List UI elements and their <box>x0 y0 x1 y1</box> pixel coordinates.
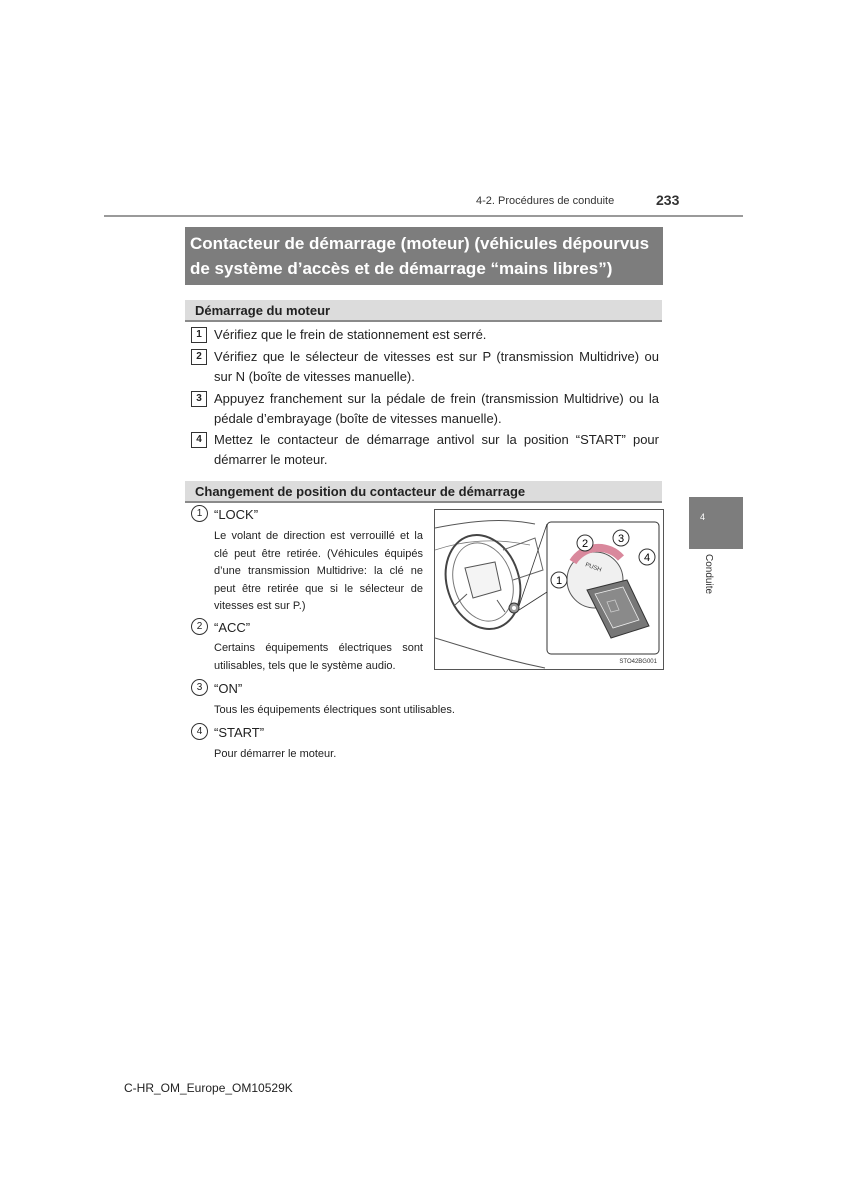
step-text-2: Vérifiez que le sélecteur de vitesses est sur P (transmission Multidrive) ou sur N (boîte de vitesses manuelle). <box>214 349 659 384</box>
subheading-bar-start-engine <box>185 300 662 322</box>
step-number-2: 2 <box>191 349 207 365</box>
position-label-start: “START” <box>214 725 265 740</box>
step-number-4: 4 <box>191 432 207 448</box>
subheading-bar-switch-positions <box>185 481 662 503</box>
step-text-4: Mettez le contacteur de démarrage antivol sur la position “START” pour démarrer le moteur. <box>214 432 659 467</box>
position-label-acc: “ACC” <box>214 620 251 635</box>
position-desc-on: Tous les équipements électriques sont utilisables. <box>214 704 455 716</box>
section-header: 4-2. Procédures de conduite <box>476 195 615 207</box>
chapter-tab <box>689 497 743 549</box>
step-text-1: Vérifiez que le frein de stationnement est serré. <box>214 327 487 342</box>
page-number: 233 <box>656 192 680 208</box>
subheading-start-engine: Démarrage du moteur <box>195 303 331 318</box>
position-number-3: 3 <box>191 679 208 696</box>
position-desc-acc: Certains équipements électriques sont utilisables, tels que le système audio. <box>214 642 423 672</box>
step-number-1: 1 <box>191 327 207 343</box>
position-desc-lock: Le volant de direction est verrouillé et la clé peut être retirée. (Véhicules équipés d’une transmission Multidrive: la clé ne peut être retirée que si le sélecteur de vitesses est sur P.) <box>214 530 423 612</box>
subheading-switch-positions: Changement de position du contacteur de démarrage <box>195 484 526 499</box>
position-label-on: “ON” <box>214 681 243 696</box>
chapter-tab-label: Conduite <box>703 554 714 595</box>
step-number-3: 3 <box>191 391 207 407</box>
position-number-2: 2 <box>191 618 208 635</box>
position-number-1: 1 <box>191 505 208 522</box>
header-rule <box>104 215 743 217</box>
position-number-4: 4 <box>191 723 208 740</box>
page-title: Contacteur de démarrage (moteur) (véhicules dépourvus de système d’accès et de démarrage “mains libres”) <box>190 234 650 278</box>
chapter-tab-number: 4 <box>700 512 706 522</box>
position-desc-start: Pour démarrer le moteur. <box>214 748 337 760</box>
document-code-footer: C-HR_OM_Europe_OM10529K <box>124 1081 293 1095</box>
callout-1: 1 <box>555 575 563 587</box>
figure-code: STO42BG001 <box>619 659 657 665</box>
ignition-illustration <box>435 510 663 669</box>
step-text-3: Appuyez franchement sur la pédale de frein (transmission Multidrive) ou la pédale d’embrayage (boîte de vitesses manuelle). <box>214 391 659 426</box>
callout-2: 2 <box>581 538 589 550</box>
ignition-switch-figure <box>434 509 664 670</box>
callout-3: 3 <box>617 533 625 545</box>
callout-4: 4 <box>643 552 651 564</box>
position-label-lock: “LOCK” <box>214 507 259 522</box>
switch-push-text: PUSH <box>584 562 603 574</box>
